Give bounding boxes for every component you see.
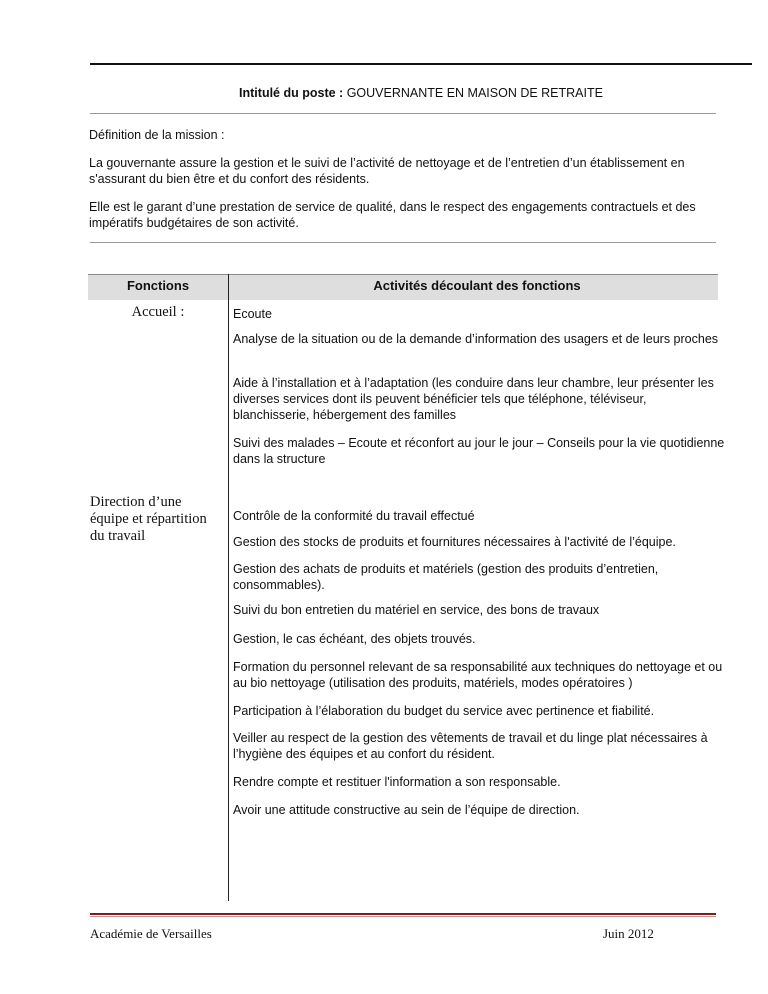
divider	[90, 113, 716, 114]
column-header-activities: Activités découlant des fonctions	[373, 278, 581, 293]
activity-item: Gestion des achats de produits et matériels (gestion des produits d’entretien, consommables).	[233, 562, 659, 592]
activity-item: Gestion des stocks de produits et fournitures nécessaires à l'activité de l’équipe.	[233, 535, 676, 549]
footer-date: Juin 2012	[603, 926, 654, 941]
table-header	[88, 274, 718, 300]
activity-item: Rendre compte et restituer l'information a son responsable.	[233, 775, 561, 789]
top-border-line	[90, 63, 752, 65]
activity-item: Analyse de la situation ou de la demande d’information des usagers et de leurs proches	[233, 332, 719, 346]
function-direction: Direction d’une équipe et répartition du travail	[90, 494, 207, 544]
footer-rule-light	[90, 916, 716, 917]
activity-item: Suivi des malades – Ecoute et réconfort au jour le jour – Conseils pour la vie quotidienne dans la structure	[233, 436, 725, 466]
job-title	[90, 86, 752, 100]
function-accueil: Accueil :	[131, 304, 185, 320]
activity-item: Aide à l’installation et à l’adaptation (les conduire dans leur chambre, leur présenter les diverses services dont ils peuvent bénéficier tels que téléphone, téléviseur, blanchisserie, hébergement des familles	[233, 376, 714, 422]
job-title-label: Intitulé du poste :	[239, 86, 344, 100]
activity-item: Ecoute	[233, 307, 272, 321]
job-title-value: GOUVERNANTE EN MAISON DE RETRAITE	[346, 86, 603, 100]
activity-item: Gestion, le cas échéant, des objets trouvés.	[233, 632, 476, 646]
mission-paragraph-2: Elle est le garant d’une prestation de service de qualité, dans le respect des engagements contractuels et des impératifs budgétaires de son activité.	[89, 200, 696, 230]
divider	[90, 242, 716, 243]
mission-heading: Définition de la mission :	[89, 128, 225, 142]
activity-item: Suivi du bon entretien du matériel en service, des bons de travaux	[233, 603, 600, 617]
table-column-divider	[228, 274, 229, 901]
activity-item: Avoir une attitude constructive au sein de l’équipe de direction.	[233, 803, 580, 817]
activity-item: Formation du personnel relevant de sa responsabilité aux techniques do nettoyage et ou au bio nettoyage (utilisation des produits, matériels, modes opératoires )	[233, 660, 723, 690]
mission-paragraph-1: La gouvernante assure la gestion et le suivi de l’activité de nettoyage et de l’entretien d’un établissement en s'assurant du bien être et du confort des résidents.	[89, 156, 685, 186]
activity-item: Contrôle de la conformité du travail effectué	[233, 509, 475, 523]
footer-rule	[90, 913, 716, 915]
column-header-functions: Fonctions	[126, 278, 190, 293]
activity-item: Participation à l’élaboration du budget du service avec pertinence et fiabilité.	[233, 704, 655, 718]
footer-institution: Académie de Versailles	[90, 926, 212, 941]
activity-item: Veiller au respect de la gestion des vêtements de travail et du linge plat nécessaires à l’hygiène des équipes et au confort du résident.	[233, 731, 708, 761]
